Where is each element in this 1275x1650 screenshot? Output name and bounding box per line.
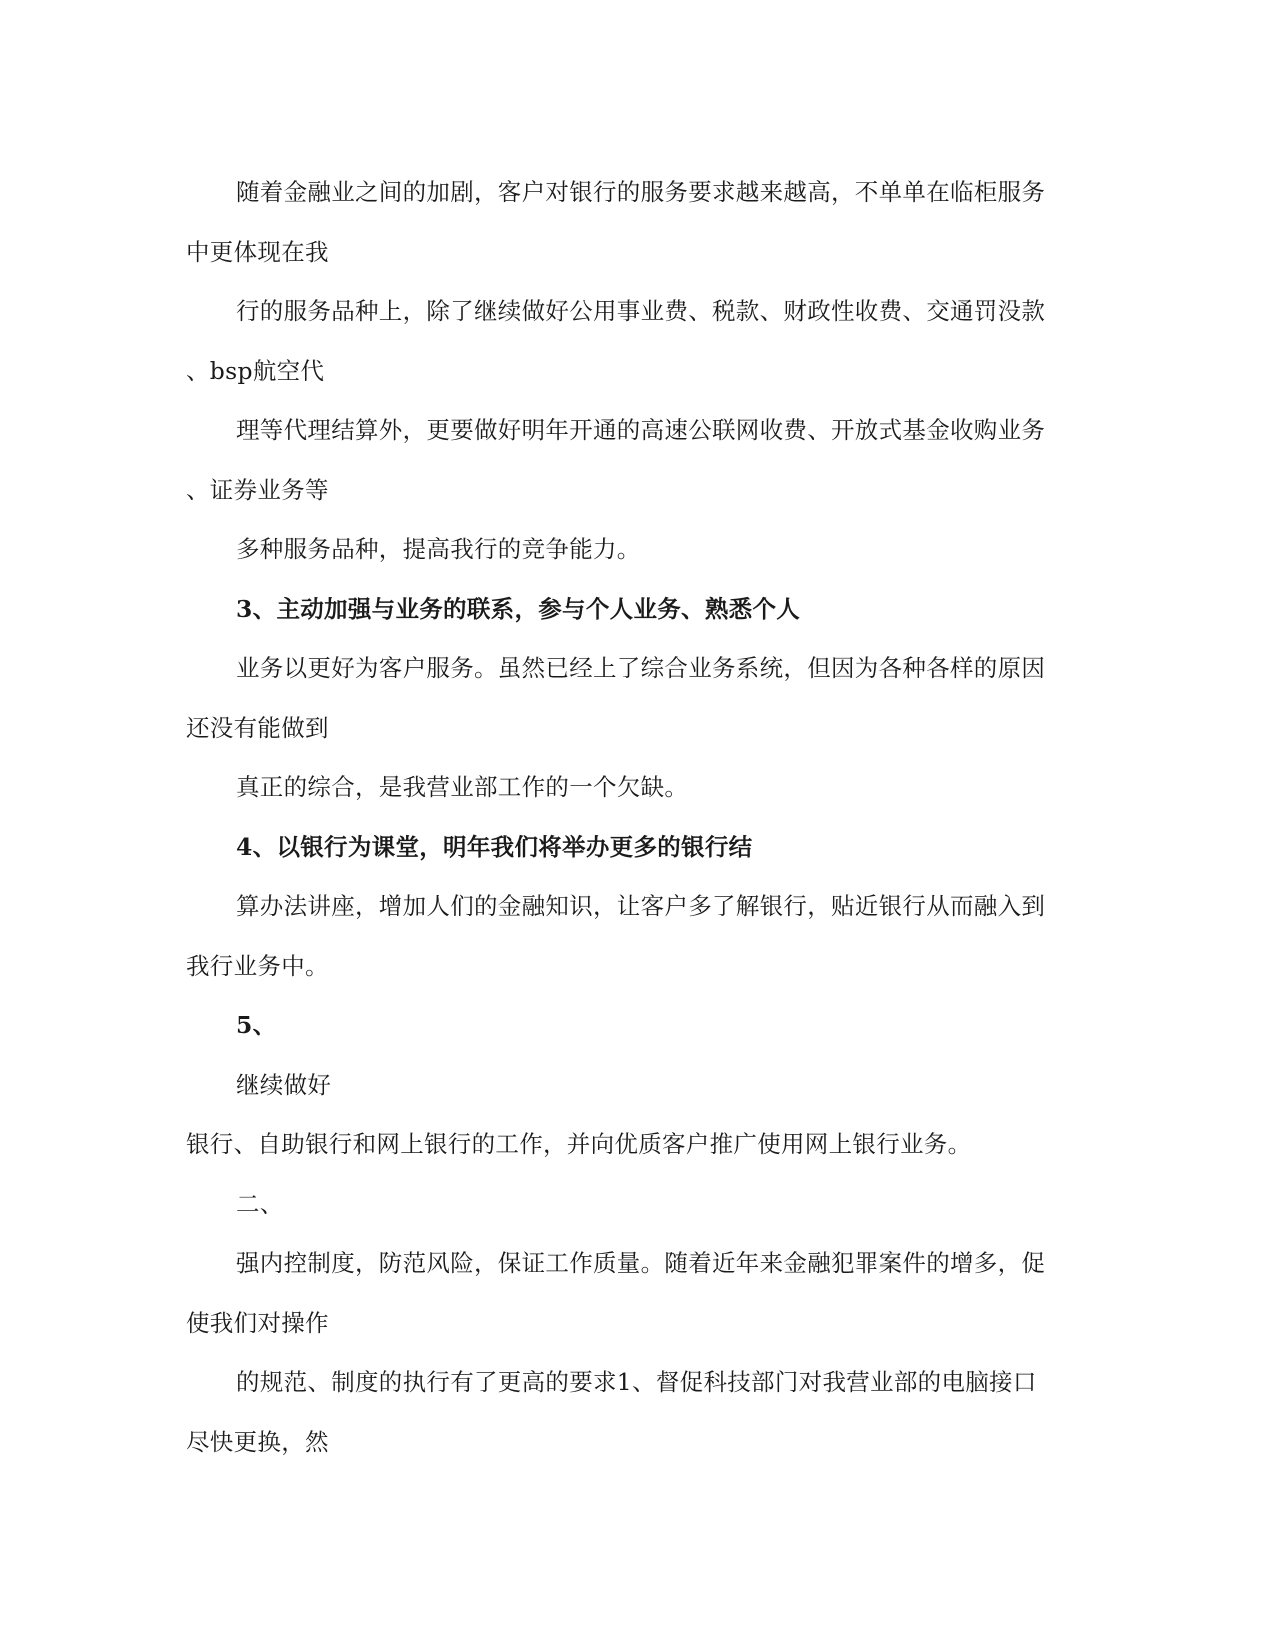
paragraph-line: 继续做好 (236, 1070, 332, 1099)
paragraph-line: 银行、自助银行和网上银行的工作，并向优质客户推广使用网上银行业务。 (186, 1130, 972, 1158)
paragraph-line: 、证券业务等 (186, 475, 329, 504)
paragraph-line: 随着金融业之间的加剧，客户对银行的服务要求越来越高，不单单在临柜服务 (236, 178, 1046, 206)
paragraph-line: 还没有能做到 (186, 713, 329, 742)
paragraph-line: 尽快更换，然 (186, 1427, 329, 1456)
paragraph-line: 的规范、制度的执行有了更高的要求1、督促科技部门对我营业部的电脑接口 (236, 1368, 1037, 1396)
paragraph-line: 我行业务中。 (186, 951, 329, 980)
section-heading-3: 3、主动加强与业务的联系，参与个人业务、熟悉个人 (236, 594, 801, 623)
paragraph-line: 业务以更好为客户服务。虽然已经上了综合业务系统，但因为各种各样的原因 (236, 654, 1046, 682)
paragraph-line: 多种服务品种，提高我行的竞争能力。 (236, 535, 641, 563)
document-body (186, 163, 1086, 1472)
section-heading-4: 4、以银行为课堂，明年我们将举办更多的银行结 (236, 832, 753, 861)
paragraph-line: 理等代理结算外，更要做好明年开通的高速公联网收费、开放式基金收购业务 (236, 416, 1046, 444)
paragraph-line: 真正的综合，是我营业部工作的一个欠缺。 (236, 773, 689, 801)
section-heading-5: 5、 (236, 1011, 277, 1039)
paragraph-line: 中更体现在我 (186, 237, 329, 266)
paragraph-line: 行的服务品种上，除了继续做好公用事业费、税款、财政性收费、交通罚没款 (236, 297, 1046, 325)
section-heading-2: 二、 (236, 1189, 284, 1218)
paragraph-line: 使我们对操作 (186, 1308, 329, 1337)
paragraph-line: 强内控制度，防范风险，保证工作质量。随着近年来金融犯罪案件的增多，促 (236, 1249, 1046, 1277)
paragraph-line: 算办法讲座，增加人们的金融知识，让客户多了解银行，贴近银行从而融入到 (236, 892, 1046, 920)
paragraph-line: 、bsp航空代 (186, 356, 325, 385)
